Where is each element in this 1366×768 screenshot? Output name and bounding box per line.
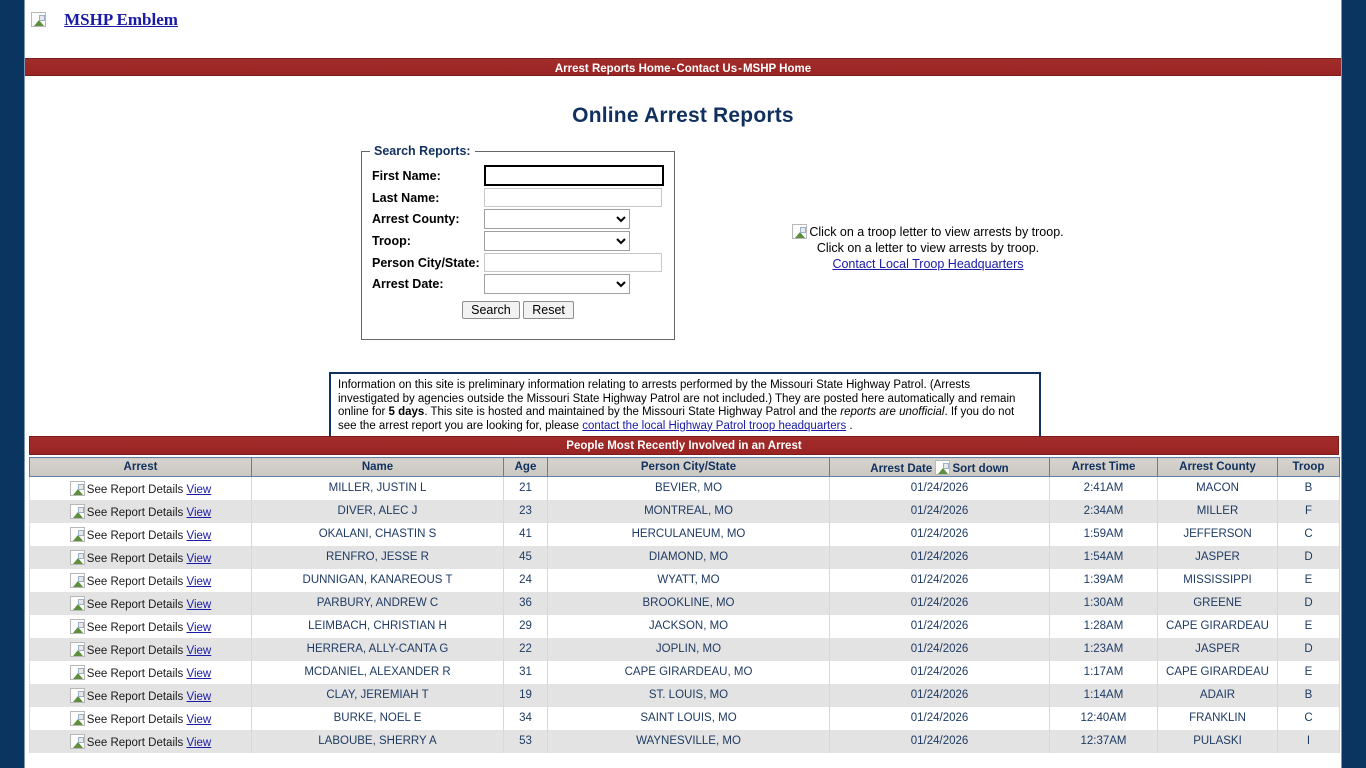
- masthead: [25, 0, 1341, 58]
- cell-arrest-time: 12:40AM: [1050, 707, 1158, 730]
- cell-name: OKALANI, CHASTIN S: [252, 523, 504, 546]
- results-section: [25, 436, 1342, 753]
- cell-arrest: [30, 684, 252, 707]
- table-row: [30, 477, 1340, 500]
- form-row-person-city-state: [370, 252, 666, 273]
- cell-name: CLAY, JEREMIAH T: [252, 684, 504, 707]
- see-report-details-icon: [70, 688, 85, 703]
- last-name-label: Last Name:: [372, 190, 440, 205]
- troop-label: Troop:: [372, 234, 411, 248]
- cell-name: DUNNIGAN, KANAREOUS T: [252, 569, 504, 592]
- cell-age: 36: [504, 592, 548, 615]
- see-report-details-icon: [70, 596, 85, 611]
- table-row: [30, 615, 1340, 638]
- cell-arrest: [30, 500, 252, 523]
- cell-troop: C: [1278, 707, 1340, 730]
- search-panel-legend: Search Reports:: [374, 144, 471, 158]
- search-button[interactable]: Search: [462, 301, 520, 319]
- mshp-emblem[interactable]: [31, 10, 211, 31]
- view-report-link[interactable]: View: [186, 575, 212, 588]
- cell-name: BURKE, NOEL E: [252, 707, 504, 730]
- arrest-date-cell: [482, 273, 666, 295]
- table-row: [30, 546, 1340, 569]
- see-report-details-alt-text: See Report Details: [86, 529, 187, 542]
- column-header-troop[interactable]: Troop: [1278, 458, 1340, 477]
- cell-arrest-date: 01/24/2026: [830, 615, 1050, 638]
- see-report-details-alt-text: See Report Details: [86, 736, 187, 749]
- cell-arrest-county: CAPE GIRARDEAU: [1158, 661, 1278, 684]
- cell-arrest-date: 01/24/2026: [830, 707, 1050, 730]
- cell-troop: D: [1278, 546, 1340, 569]
- view-report-link[interactable]: View: [186, 713, 212, 726]
- cell-arrest: [30, 661, 252, 684]
- troop-map-alt-text: Click on a troop letter to view arrests by troop.: [809, 225, 1064, 239]
- cell-arrest-date: 01/24/2026: [830, 592, 1050, 615]
- cell-name: MCDANIEL, ALEXANDER R: [252, 661, 504, 684]
- cell-age: 24: [504, 569, 548, 592]
- cell-arrest-time: 1:39AM: [1050, 569, 1158, 592]
- table-row: [30, 661, 1340, 684]
- see-report-details-icon: [70, 504, 85, 519]
- cell-name: LEIMBACH, CHRISTIAN H: [252, 615, 504, 638]
- cell-arrest-time: 1:54AM: [1050, 546, 1158, 569]
- cell-arrest-time: 1:23AM: [1050, 638, 1158, 661]
- cell-person-city-state: DIAMOND, MO: [548, 546, 830, 569]
- cell-age: 22: [504, 638, 548, 661]
- broken-image-icon: [31, 12, 46, 27]
- cell-person-city-state: WYATT, MO: [548, 569, 830, 592]
- disclaimer-italic-unofficial: reports are unofficial: [840, 406, 945, 418]
- column-header-person-city-state[interactable]: Person City/State: [548, 458, 830, 477]
- form-row-troop: [370, 230, 666, 252]
- troop-select[interactable]: [484, 231, 630, 251]
- cell-arrest: [30, 546, 252, 569]
- contact-local-troop-hq-link[interactable]: Contact Local Troop Headquarters: [832, 257, 1024, 271]
- cell-person-city-state: JOPLIN, MO: [548, 638, 830, 661]
- cell-arrest-time: 2:41AM: [1050, 477, 1158, 500]
- cell-arrest-county: MACON: [1158, 477, 1278, 500]
- see-report-details-icon: [70, 642, 85, 657]
- see-report-details-icon: [70, 550, 85, 565]
- broken-image-icon: [792, 224, 807, 239]
- page-frame: [24, 0, 1342, 768]
- see-report-details-alt-text: See Report Details: [86, 552, 187, 565]
- first-name-input[interactable]: [484, 165, 664, 186]
- results-table-body: [30, 477, 1340, 753]
- cell-arrest: [30, 592, 252, 615]
- view-report-link[interactable]: View: [186, 667, 212, 680]
- search-reports-panel: [361, 144, 675, 340]
- cell-arrest-county: JASPER: [1158, 638, 1278, 661]
- cell-troop: E: [1278, 615, 1340, 638]
- disclaimer-text-part1: Information on this site is preliminary information relating to arrests performed by the Missouri State Highway Patrol. (Arrests investigated by agencies outside the Missouri State Highway Patrol are not included.) They are posted here automatically and remain online for: [338, 379, 1016, 418]
- arrest-date-label: Arrest Date:: [372, 277, 444, 291]
- view-report-link[interactable]: View: [186, 621, 212, 634]
- cell-arrest-county: MISSISSIPPI: [1158, 569, 1278, 592]
- table-row: [30, 684, 1340, 707]
- see-report-details-alt-text: See Report Details: [86, 644, 187, 657]
- see-report-details-icon: [70, 665, 85, 680]
- column-header-arrest-time[interactable]: Arrest Time: [1050, 458, 1158, 477]
- form-row-buttons: [370, 295, 666, 320]
- cell-troop: E: [1278, 661, 1340, 684]
- results-table-head: [30, 458, 1340, 477]
- person-city-state-label: Person City/State:: [372, 255, 480, 270]
- cell-arrest: [30, 707, 252, 730]
- cell-age: 53: [504, 730, 548, 753]
- cell-person-city-state: BEVIER, MO: [548, 477, 830, 500]
- table-row: [30, 500, 1340, 523]
- disclaimer-bold-days: 5 days: [388, 406, 425, 418]
- cell-troop: C: [1278, 523, 1340, 546]
- view-report-link[interactable]: View: [186, 483, 212, 496]
- cell-person-city-state: JACKSON, MO: [548, 615, 830, 638]
- results-banner: People Most Recently Involved in an Arrest: [29, 436, 1339, 455]
- cell-person-city-state: MONTREAL, MO: [548, 500, 830, 523]
- column-header-arrest[interactable]: Arrest: [30, 458, 252, 477]
- person-city-state-input[interactable]: [484, 253, 662, 272]
- see-report-details-alt-text: See Report Details: [86, 598, 187, 611]
- form-row-first-name: [370, 164, 666, 187]
- see-report-details-icon: [70, 573, 85, 588]
- cell-person-city-state: BROOKLINE, MO: [548, 592, 830, 615]
- see-report-details-icon: [70, 527, 85, 542]
- arrest-county-label: Arrest County:: [372, 212, 460, 226]
- table-row: [30, 523, 1340, 546]
- column-header-name[interactable]: Name: [252, 458, 504, 477]
- disclaimer-box: [329, 372, 1041, 441]
- cell-age: 29: [504, 615, 548, 638]
- cell-arrest: [30, 477, 252, 500]
- cell-arrest-county: CAPE GIRARDEAU: [1158, 615, 1278, 638]
- cell-age: 31: [504, 661, 548, 684]
- nav-separator-1: -: [671, 63, 676, 75]
- cell-troop: D: [1278, 592, 1340, 615]
- sort-down-icon: [935, 460, 950, 475]
- disclaimer-text-part4: .: [846, 419, 853, 432]
- disclaimer-text-part2: . This site is hosted and maintained by the Missouri State Highway Patrol and the: [424, 406, 841, 418]
- nav-link-arrest-reports-home[interactable]: Arrest Reports Home: [554, 63, 671, 75]
- cell-arrest-date: 01/24/2026: [830, 500, 1050, 523]
- last-name-cell: [482, 187, 666, 208]
- results-header-row: [30, 458, 1340, 477]
- view-report-link[interactable]: View: [186, 552, 212, 565]
- cell-arrest-county: GREENE: [1158, 592, 1278, 615]
- cell-name: LABOUBE, SHERRY A: [252, 730, 504, 753]
- cell-troop: E: [1278, 569, 1340, 592]
- cell-age: 23: [504, 500, 548, 523]
- see-report-details-alt-text: See Report Details: [86, 621, 187, 634]
- cell-person-city-state: HERCULANEUM, MO: [548, 523, 830, 546]
- cell-arrest-time: 1:17AM: [1050, 661, 1158, 684]
- cell-name: PARBURY, ANDREW C: [252, 592, 504, 615]
- cell-troop: I: [1278, 730, 1340, 753]
- cell-arrest-date: 01/24/2026: [830, 638, 1050, 661]
- cell-arrest-county: JASPER: [1158, 546, 1278, 569]
- cell-arrest: [30, 569, 252, 592]
- mshp-emblem-alt-text: MSHP Emblem: [64, 10, 178, 29]
- arrest-county-cell: [482, 208, 666, 230]
- page-title: Online Arrest Reports: [572, 104, 794, 127]
- troop-map-caption: Click on a letter to view arrests by troop.: [816, 241, 1040, 255]
- cell-troop: D: [1278, 638, 1340, 661]
- cell-arrest-time: 1:28AM: [1050, 615, 1158, 638]
- person-city-state-cell: [482, 252, 666, 273]
- cell-arrest-date: 01/24/2026: [830, 477, 1050, 500]
- cell-arrest-county: MILLER: [1158, 500, 1278, 523]
- cell-arrest-date: 01/24/2026: [830, 546, 1050, 569]
- table-row: [30, 569, 1340, 592]
- first-name-label: First Name:: [372, 168, 441, 183]
- cell-arrest-time: 1:59AM: [1050, 523, 1158, 546]
- column-header-arrest-county[interactable]: Arrest County: [1158, 458, 1278, 477]
- column-header-age[interactable]: Age: [504, 458, 548, 477]
- cell-arrest: [30, 615, 252, 638]
- view-report-link[interactable]: View: [186, 736, 212, 749]
- cell-name: MILLER, JUSTIN L: [252, 477, 504, 500]
- search-section: [25, 144, 1341, 432]
- nav-separator-2: -: [738, 63, 742, 75]
- cell-arrest-date: 01/24/2026: [830, 684, 1050, 707]
- form-row-arrest-date: [370, 273, 666, 295]
- sort-indicator-alt-text: Sort down: [952, 462, 1009, 475]
- last-name-input[interactable]: [484, 188, 662, 207]
- form-buttons-cell: [370, 295, 666, 320]
- cell-arrest-county: JEFFERSON: [1158, 523, 1278, 546]
- cell-arrest-time: 1:14AM: [1050, 684, 1158, 707]
- cell-age: 21: [504, 477, 548, 500]
- see-report-details-alt-text: See Report Details: [86, 690, 187, 703]
- view-report-link[interactable]: View: [186, 690, 212, 703]
- table-row: [30, 592, 1340, 615]
- cell-person-city-state: ST. LOUIS, MO: [548, 684, 830, 707]
- main-navigation: [25, 58, 1341, 76]
- cell-age: 45: [504, 546, 548, 569]
- cell-person-city-state: CAPE GIRARDEAU, MO: [548, 661, 830, 684]
- view-report-link[interactable]: View: [186, 598, 212, 611]
- reset-button[interactable]: Reset: [523, 301, 574, 319]
- form-row-last-name: [370, 187, 666, 208]
- see-report-details-icon: [70, 711, 85, 726]
- column-header-arrest-date-label: Arrest Date: [870, 462, 933, 475]
- arrest-results-table: [29, 457, 1340, 753]
- cell-name: RENFRO, JESSE R: [252, 546, 504, 569]
- nav-link-mshp-home[interactable]: MSHP Home: [742, 63, 812, 75]
- see-report-details-icon: [70, 734, 85, 749]
- cell-arrest-time: 1:30AM: [1050, 592, 1158, 615]
- see-report-details-icon: [70, 619, 85, 634]
- search-form-table: [370, 164, 666, 320]
- cell-age: 34: [504, 707, 548, 730]
- cell-troop: F: [1278, 500, 1340, 523]
- troop-cell: [482, 230, 666, 252]
- troop-map-panel: [693, 224, 1163, 272]
- disclaimer-troop-hq-link[interactable]: contact the local Highway Patrol troop headquarters: [582, 419, 847, 432]
- cell-arrest-county: PULASKI: [1158, 730, 1278, 753]
- table-row: [30, 730, 1340, 753]
- see-report-details-alt-text: See Report Details: [86, 713, 187, 726]
- view-report-link[interactable]: View: [186, 644, 212, 657]
- see-report-details-icon: [70, 481, 85, 496]
- cell-arrest: [30, 730, 252, 753]
- column-header-arrest-date[interactable]: [830, 458, 1050, 477]
- nav-link-contact-us[interactable]: Contact Us: [676, 63, 738, 75]
- cell-age: 41: [504, 523, 548, 546]
- see-report-details-alt-text: See Report Details: [86, 483, 187, 496]
- cell-name: DIVER, ALEC J: [252, 500, 504, 523]
- cell-arrest-date: 01/24/2026: [830, 569, 1050, 592]
- arrest-date-select[interactable]: [484, 274, 630, 294]
- view-report-link[interactable]: View: [186, 529, 212, 542]
- see-report-details-alt-text: See Report Details: [86, 575, 187, 588]
- table-row: [30, 707, 1340, 730]
- see-report-details-alt-text: See Report Details: [86, 667, 187, 680]
- first-name-cell: [482, 164, 666, 187]
- cell-arrest-date: 01/24/2026: [830, 730, 1050, 753]
- cell-arrest-time: 2:34AM: [1050, 500, 1158, 523]
- cell-arrest-date: 01/24/2026: [830, 661, 1050, 684]
- cell-arrest-county: ADAIR: [1158, 684, 1278, 707]
- see-report-details-alt-text: See Report Details: [86, 506, 187, 519]
- arrest-county-select[interactable]: [484, 209, 630, 229]
- troop-hq-link-row: [693, 256, 1163, 272]
- form-row-arrest-county: [370, 208, 666, 230]
- cell-person-city-state: WAYNESVILLE, MO: [548, 730, 830, 753]
- cell-troop: B: [1278, 477, 1340, 500]
- cell-arrest-date: 01/24/2026: [830, 523, 1050, 546]
- cell-troop: B: [1278, 684, 1340, 707]
- cell-arrest: [30, 523, 252, 546]
- cell-name: HERRERA, ALLY-CANTA G: [252, 638, 504, 661]
- disclaimer-text-part3: . If you do not see the arrest report you are looking for, please: [338, 406, 1015, 432]
- troop-map-image-row[interactable]: [693, 224, 1163, 240]
- cell-arrest-time: 12:37AM: [1050, 730, 1158, 753]
- cell-arrest: [30, 638, 252, 661]
- cell-arrest-county: FRANKLIN: [1158, 707, 1278, 730]
- cell-age: 19: [504, 684, 548, 707]
- table-row: [30, 638, 1340, 661]
- cell-person-city-state: SAINT LOUIS, MO: [548, 707, 830, 730]
- view-report-link[interactable]: View: [186, 506, 212, 519]
